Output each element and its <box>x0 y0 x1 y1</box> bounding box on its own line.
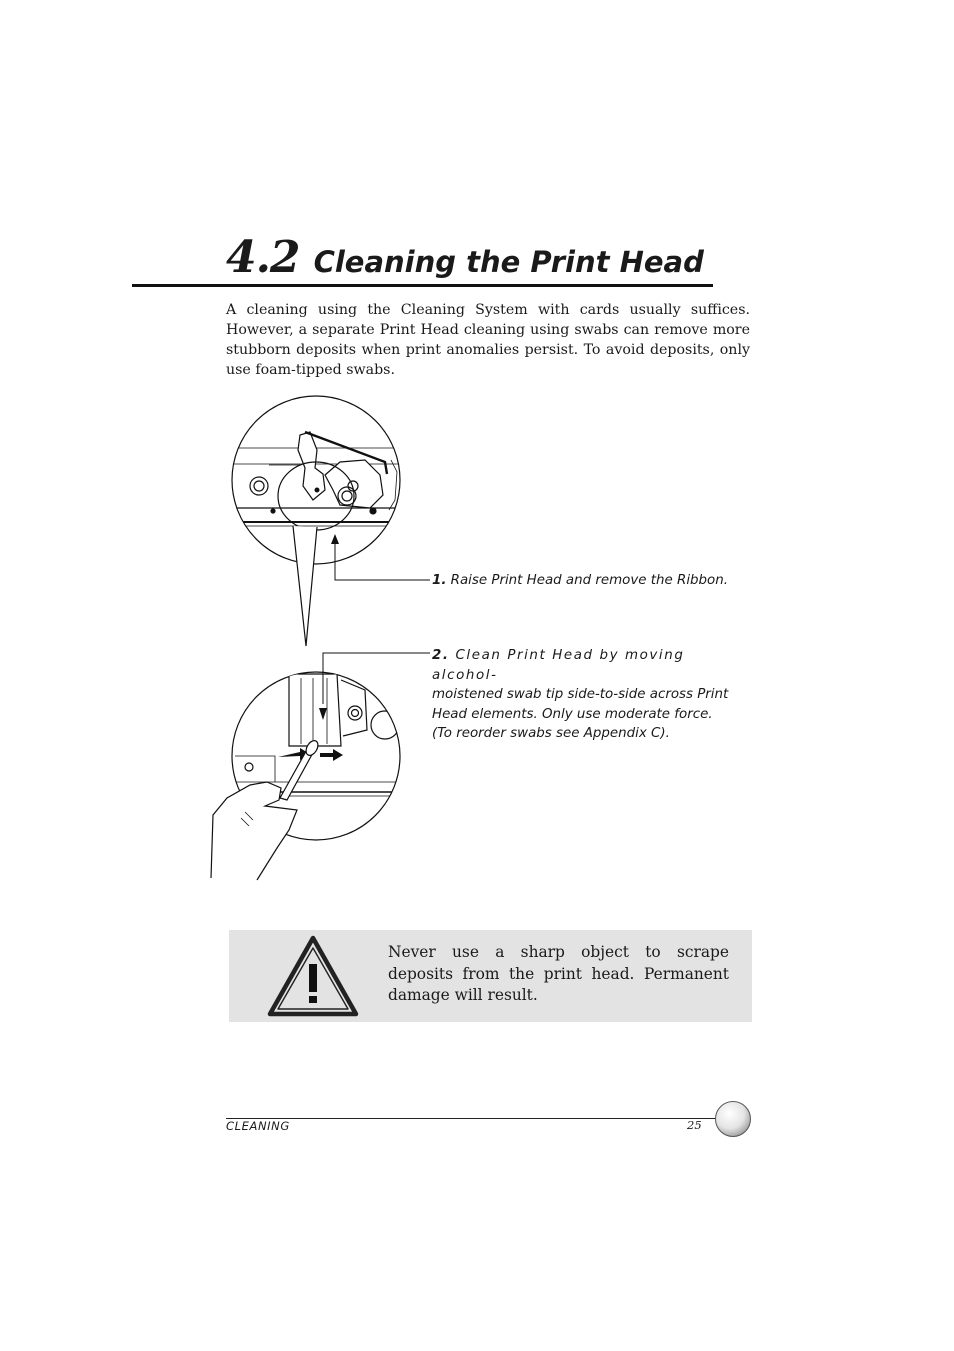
footer-rule <box>226 1118 722 1119</box>
footer-section-label: CLEANING <box>226 1119 290 1133</box>
step-2-instruction <box>432 646 752 744</box>
section-title: Cleaning the Print Head <box>313 245 704 279</box>
step-1-instruction <box>432 571 752 591</box>
intro-paragraph: A cleaning using the Cleaning System with cards usually suffices. However, a separate Print Head cleaning using swabs can remove more stubborn deposits when print anomalies persist. To avoid deposits, only use foam-tipped swabs. <box>226 302 750 378</box>
footer-page-number: 25 <box>687 1118 702 1132</box>
warning-box <box>229 930 752 1022</box>
page-badge-circle-icon <box>714 1100 752 1138</box>
section-number: 4.2 <box>226 232 300 283</box>
step-2-number: 2. <box>432 648 450 663</box>
step-1-number: 1. <box>432 573 447 588</box>
step2-leader-line <box>323 653 430 704</box>
step-1-text: Raise Print Head and remove the Ribbon. <box>450 573 728 588</box>
warning-triangle-icon <box>266 934 360 1018</box>
print-head-cleaning-illustration <box>205 390 435 890</box>
step-2-line-4: (To reorder swabs see Appendix C). <box>432 726 670 741</box>
warning-text: Never use a sharp object to scrape deposits from the print head. Permanent damage will result. <box>388 943 729 1004</box>
step1-leader-line <box>335 542 430 580</box>
section-heading <box>226 232 704 283</box>
step1-arrowhead <box>331 534 339 544</box>
heading-underline <box>132 284 713 287</box>
step-2-line-3: Head elements. Only use moderate force. <box>432 706 713 722</box>
zoom-callout-pointer <box>293 526 317 646</box>
step-2-line-2: moistened swab tip side-to-side across Print <box>432 687 729 702</box>
step-2-line-1: Clean Print Head by moving alcohol- <box>432 648 685 683</box>
